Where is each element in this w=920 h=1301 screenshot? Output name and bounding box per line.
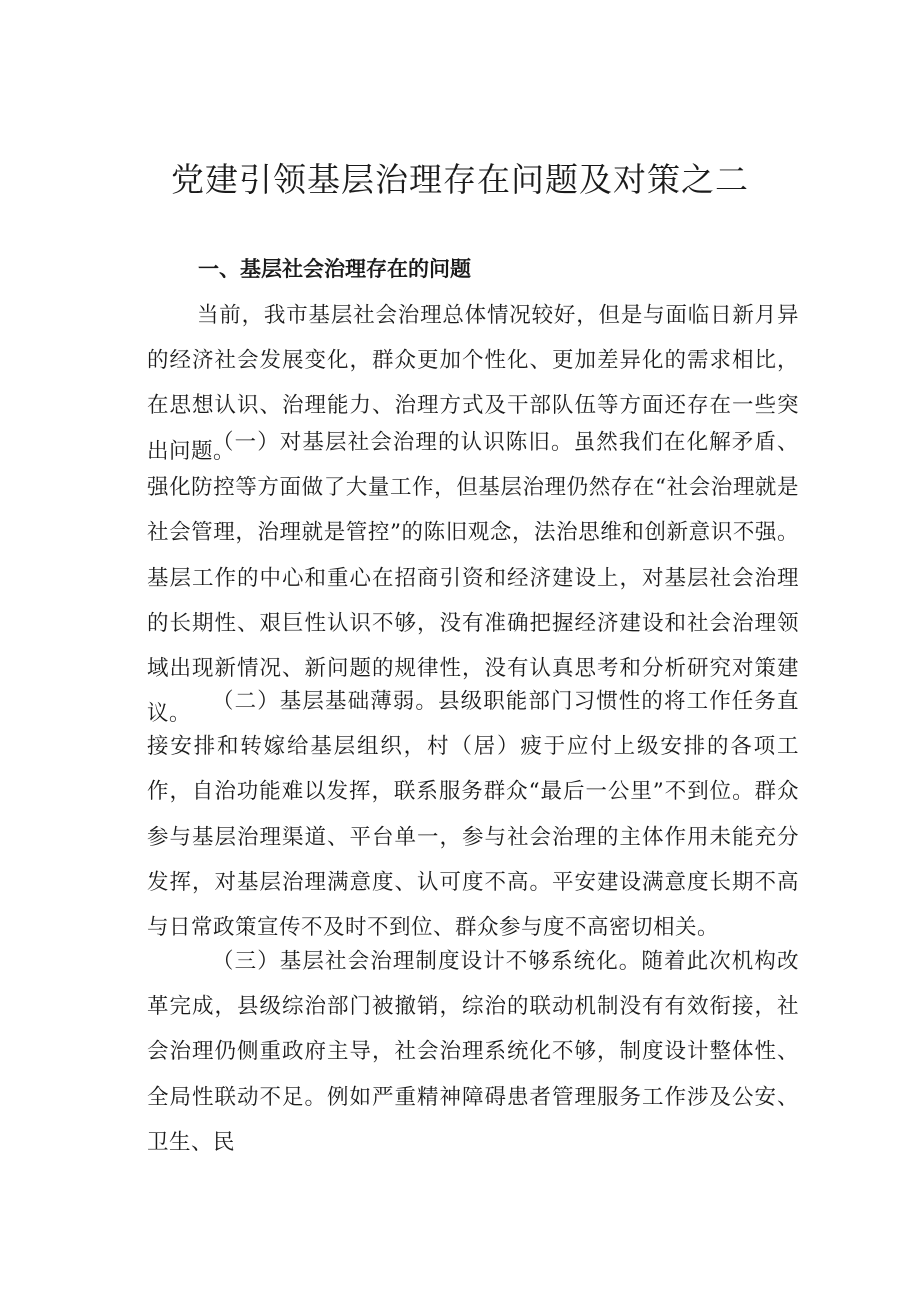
paragraph-intro: 当前，我市基层社会治理总体情况较好，但是与面临日新月异的经济社会发展变化，群众更加个性化、更加差异化的需求相比，在思想认识、治理能力、治理方式及干部队伍等方面还存在一些突出问题。 bbox=[147, 303, 799, 464]
paragraph-item-3: （三）基层社会治理制度设计不够系统化。随着此次机构改革完成，县级综治部门被撤销，综治的联动机制没有有效衔接，社会治理仍侧重政府主导，社会治理系统化不够，制度设计整体性、全局性联动不足。例如严重精神障碍患者管理服务工作涉及公安、卫生、民 bbox=[147, 949, 799, 1155]
document-title: 党建引领基层治理存在问题及对策之二 bbox=[171, 160, 749, 199]
paragraph-item-1: （一）对基层社会治理的认识陈旧。虽然我们在化解矛盾、强化防控等方面做了大量工作，但基层治理仍然存在“社会治理就是社会管理，治理就是管控”的陈旧观念，法治思维和创新意识不强。基层工作的中心和重心在招商引资和经济建设上，对基层社会治理的长期性、艰巨性认识不够，没有准确把握经济建设和社会治理领域出现新情况、新问题的规律性，没有认真思考和分析研究对策建议。 bbox=[147, 430, 799, 727]
section-heading: 一、基层社会治理存在的问题 bbox=[198, 257, 471, 281]
paragraph-item-2: （二）基层基础薄弱。县级职能部门习惯性的将工作任务直接安排和转嫁给基层组织，村（居）疲于应付上级安排的各项工作，自治功能难以发挥，联系服务群众“最后一公里”不到位。群众参与基层治理渠道、平台单一，参与社会治理的主体作用未能充分发挥，对基层治理满意度、认可度不高。平安建设满意度长期不高与日常政策宣传不及时不到位、群众参与度不高密切相关。 bbox=[147, 689, 799, 941]
